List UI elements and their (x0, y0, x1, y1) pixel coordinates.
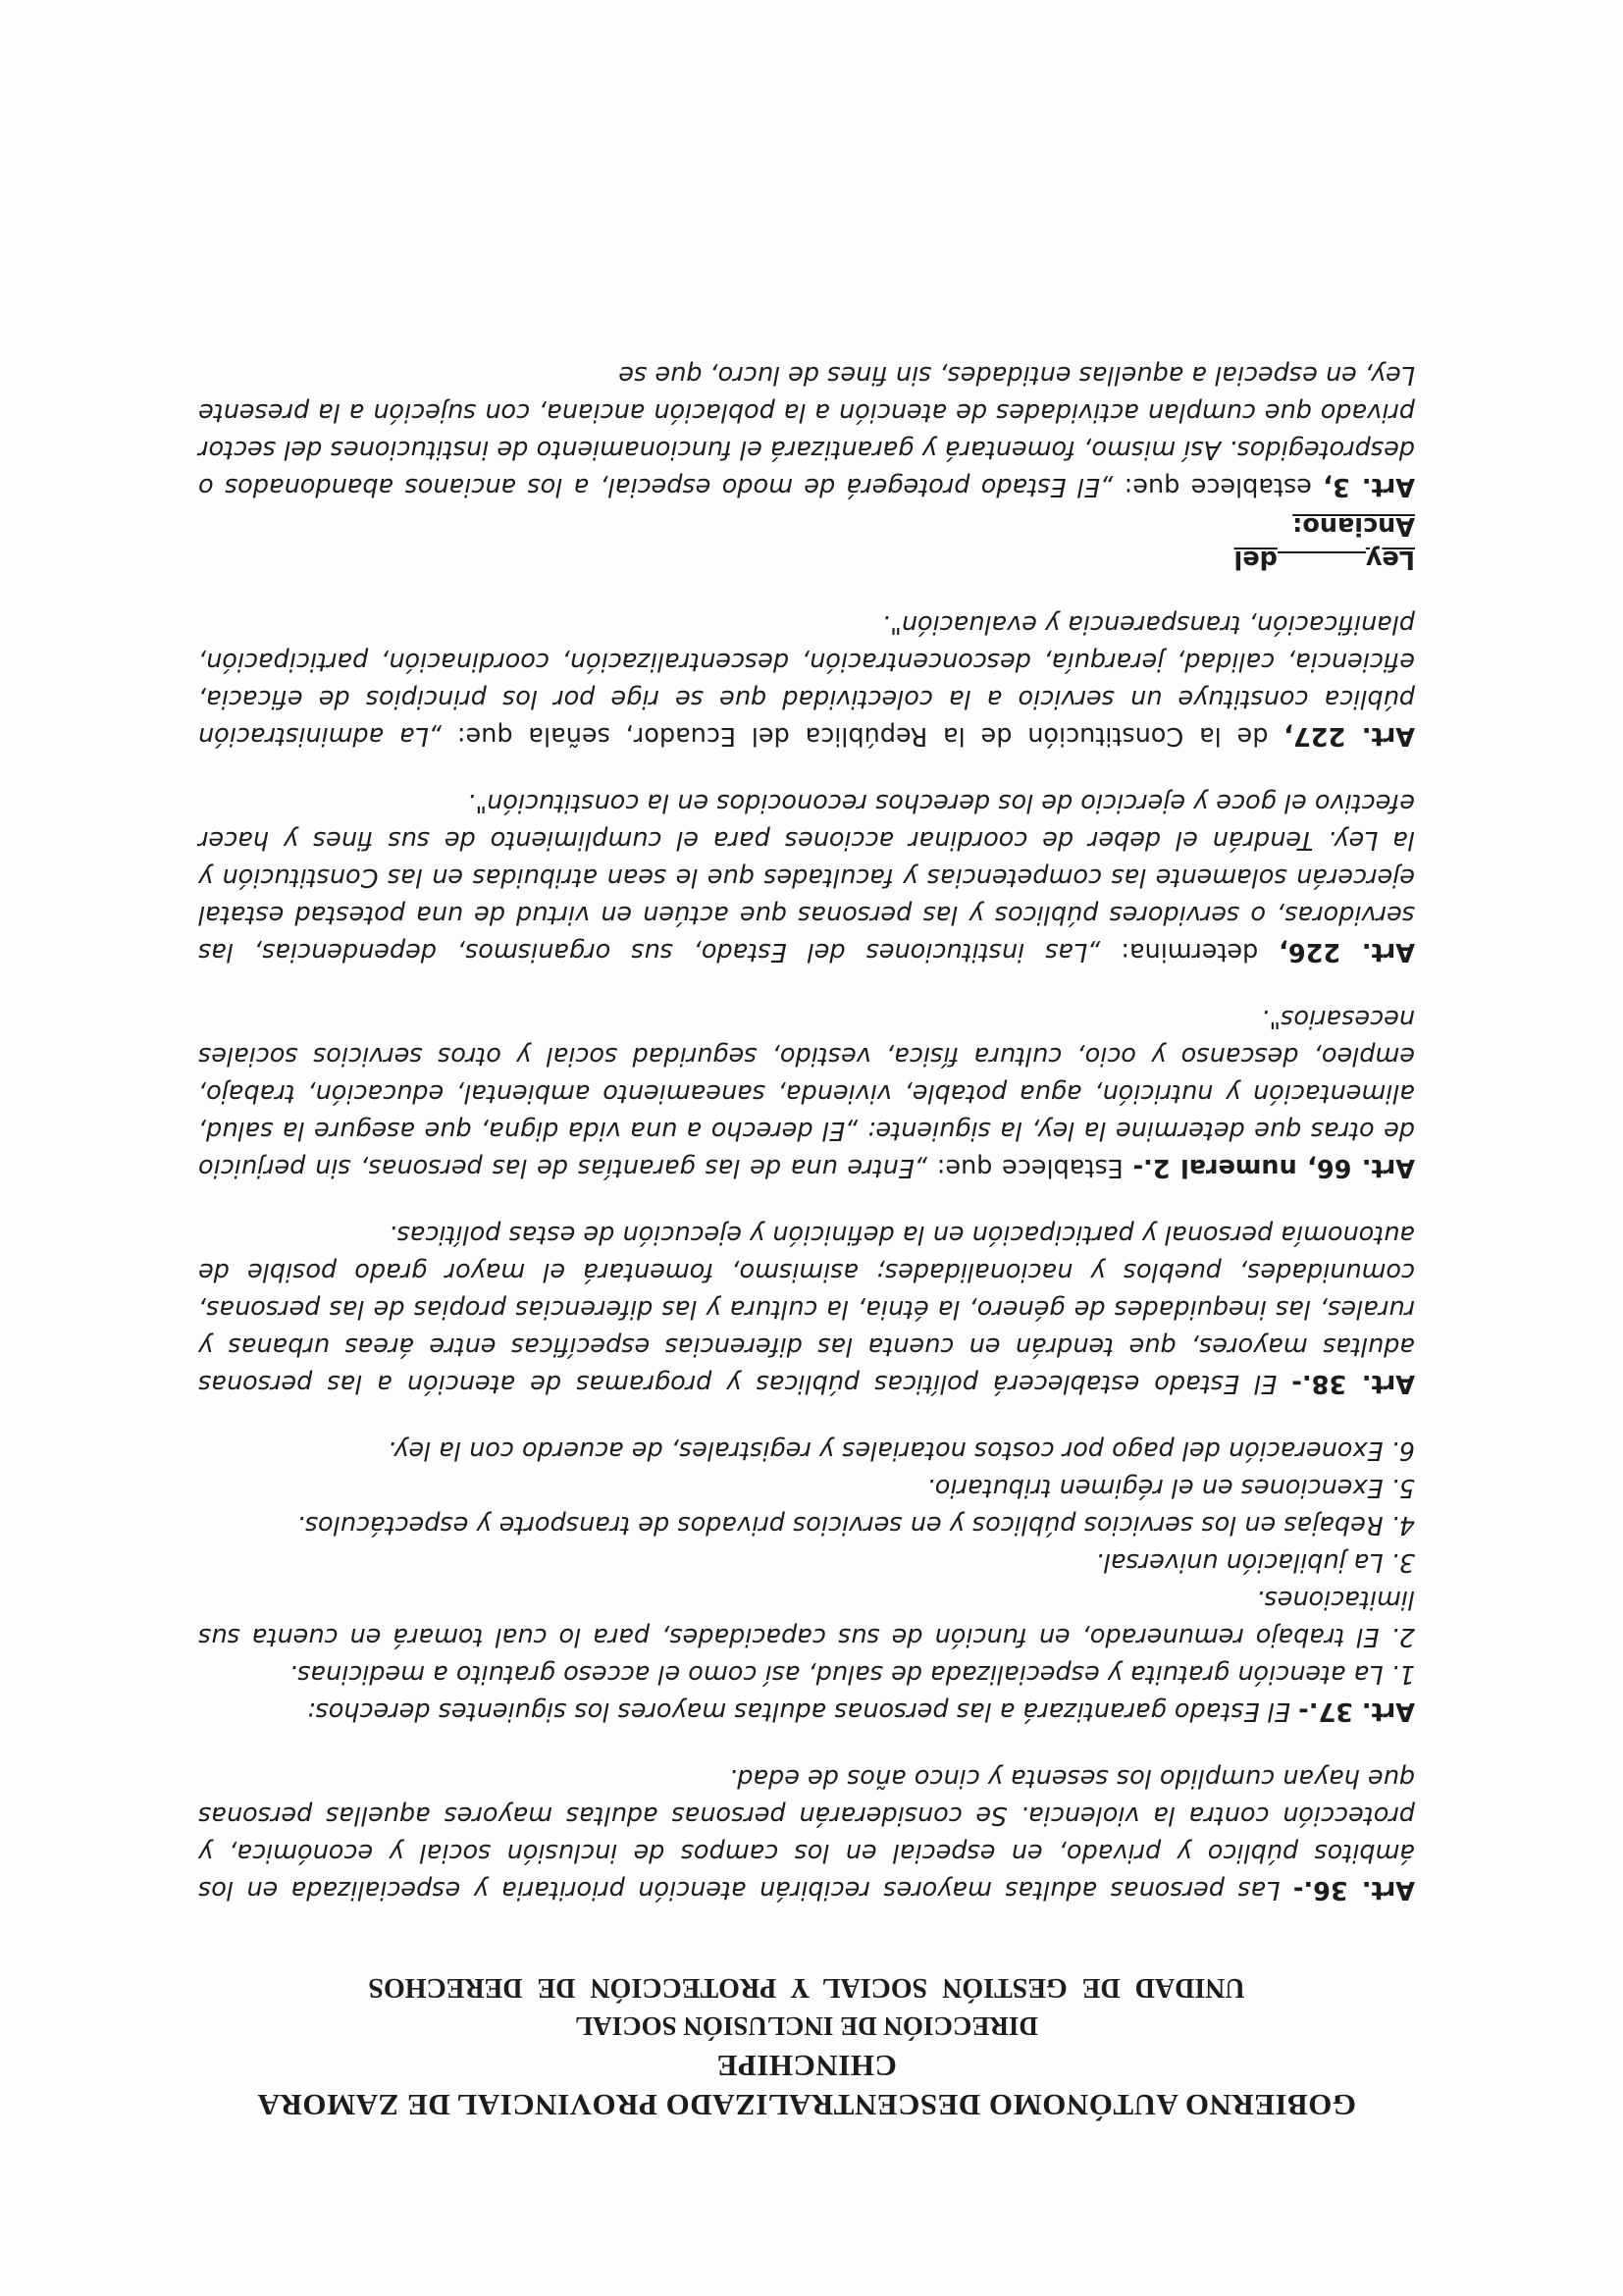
article-3-label: Art. 3, (1323, 472, 1415, 501)
list-item: 2. El trabajo remunerado, en función de sus capacidades, para lo cual tomará en cuenta sus limitaciones. (198, 1585, 1415, 1651)
article-3 (198, 356, 1415, 505)
article-226-lead: determina: (1100, 937, 1280, 966)
list-item: 5. Exenciones en el régimen tributario. (926, 1473, 1415, 1502)
article-227-label: Art. 227, (1283, 721, 1415, 751)
anciano-word: Anciano: (1292, 511, 1415, 541)
article-66 (198, 1000, 1415, 1186)
article-38-label: Art. 38.- (1291, 1369, 1415, 1398)
ley-anciano-heading (198, 509, 1415, 576)
article-37-label: Art. 37.- (1298, 1696, 1415, 1726)
article-36-text: Las personas adultas mayores recibirán atención prioritaria y especializada en los ámbitos público y privado, en especial en los campos de inclusión social y económica, y protección contra la violencia. Se considerarán personas adultas mayores aquellas personas que hayan cumplido los sesenta y cinco años de edad. (198, 1763, 1415, 1905)
article-36 (198, 1759, 1415, 1908)
article-227 (198, 605, 1415, 755)
article-226 (198, 784, 1415, 970)
list-item: 1. La atención gratuita y especializada de salud, así como el acceso gratuito a medicinas. (288, 1659, 1415, 1689)
article-38-text: El Estado establecerá políticas públicas y programas de atención a las personas adultas mayores, que tendrán en cuenta las diferencias específicas entre áreas urbanas y rurales, las inequidades de género, la étnia, la cultura y las diferencias propias de las personas, comunidades, pueblos y nacionalidades; asimismo, fomentará el mayor grado posible de autonomía personal y participación en la definición y ejecución de estas políticas. (198, 1220, 1415, 1398)
article-37-intro-text: El Estado garantizará a las personas adultas mayores los siguientes derechos: (306, 1696, 1291, 1726)
del-word: del (1233, 545, 1278, 574)
header-line-3: UNIDAD DE GESTIÓN SOCIAL Y PROTECCIÓN DE DERECHOS (368, 1972, 1245, 2003)
article-66-label: Art. 66, numeral 2.- (1132, 1153, 1415, 1182)
article-226-text: „Las instituciones del Estado, sus organismos, dependencias, las servidoras, o servidores públicos y las personas que actúen en virtud de una potestad estatal ejercerán solamente las competencias y facultades que le sean atribuidas en las Constitución y la Ley. Tendrán el deber de coordinar acciones para el cumplimiento de sus fines y hacer efectivo el goce y ejercicio de los derechos reconocidos en la constitución". (197, 788, 1415, 966)
article-66-text: „Entre una de las garantías de las personas, sin perjuicio de otras que determine la ley, la siguiente: „El derecho a una vida digna, que asegure la salud, alimentación y nutrición, agua potable, vivienda, saneamiento ambiental, educación, trabajo, empleo, descanso y ocio, cultura física, vestido, seguridad social y otros servicios sociales necesarios". (198, 1004, 1415, 1182)
list-item: 6. Exoneración del pago por costos notariales y registrales, de acuerdo con la ley. (388, 1435, 1415, 1465)
article-37-intro (198, 1693, 1415, 1730)
article-66-lead: Establece que: (927, 1153, 1133, 1182)
list-item: 3. La jubilación universal. (1095, 1547, 1415, 1577)
article-36-label: Art. 36.- (1292, 1875, 1415, 1905)
ley-word: Ley (1365, 545, 1415, 574)
article-226-label: Art. 226, (1279, 937, 1415, 966)
article-227-lead: de la Constitución de la República del Ecuador, señala que: (442, 721, 1284, 751)
list-item: 4. Rebajas en los servicios públicos y en servicios privados de transporte y espectáculos. (296, 1510, 1415, 1539)
header-line-1: GOBIERNO AUTÓNOMO DESCENTRALIZADO PROVINCIAL DE ZAMORA CHINCHIPE (257, 2049, 1356, 2122)
article-38 (198, 1216, 1415, 1402)
article-3-text: „El Estado protegerá de modo especial, a los ancianos abandonados o desprotegidos. Así mismo, fomentará y garantizará el funcionamiento de instituciones del sector privado que cumplan actividades de atención a la población anciana, con sujeción a la presente Ley, en especial a aquellas entidades, sin fines de lucro, que se (197, 360, 1415, 501)
article-3-lead: establece que: (1113, 472, 1324, 501)
article-37 (198, 1432, 1415, 1730)
letterhead (198, 1967, 1415, 2124)
article-227-text: „La administración pública constituye un servicio a la colectividad que se rige por los principios de eficacia, eficiencia, calidad, jerarquía, desconcentración, descentralización, coordinación, participación, planificación, transparencia y evaluación". (198, 609, 1415, 751)
header-line-2: DIRECCIÓN DE INCLUSIÓN SOCIAL (575, 2011, 1038, 2041)
heading-underline (1278, 551, 1366, 553)
document-body (198, 327, 1415, 2124)
